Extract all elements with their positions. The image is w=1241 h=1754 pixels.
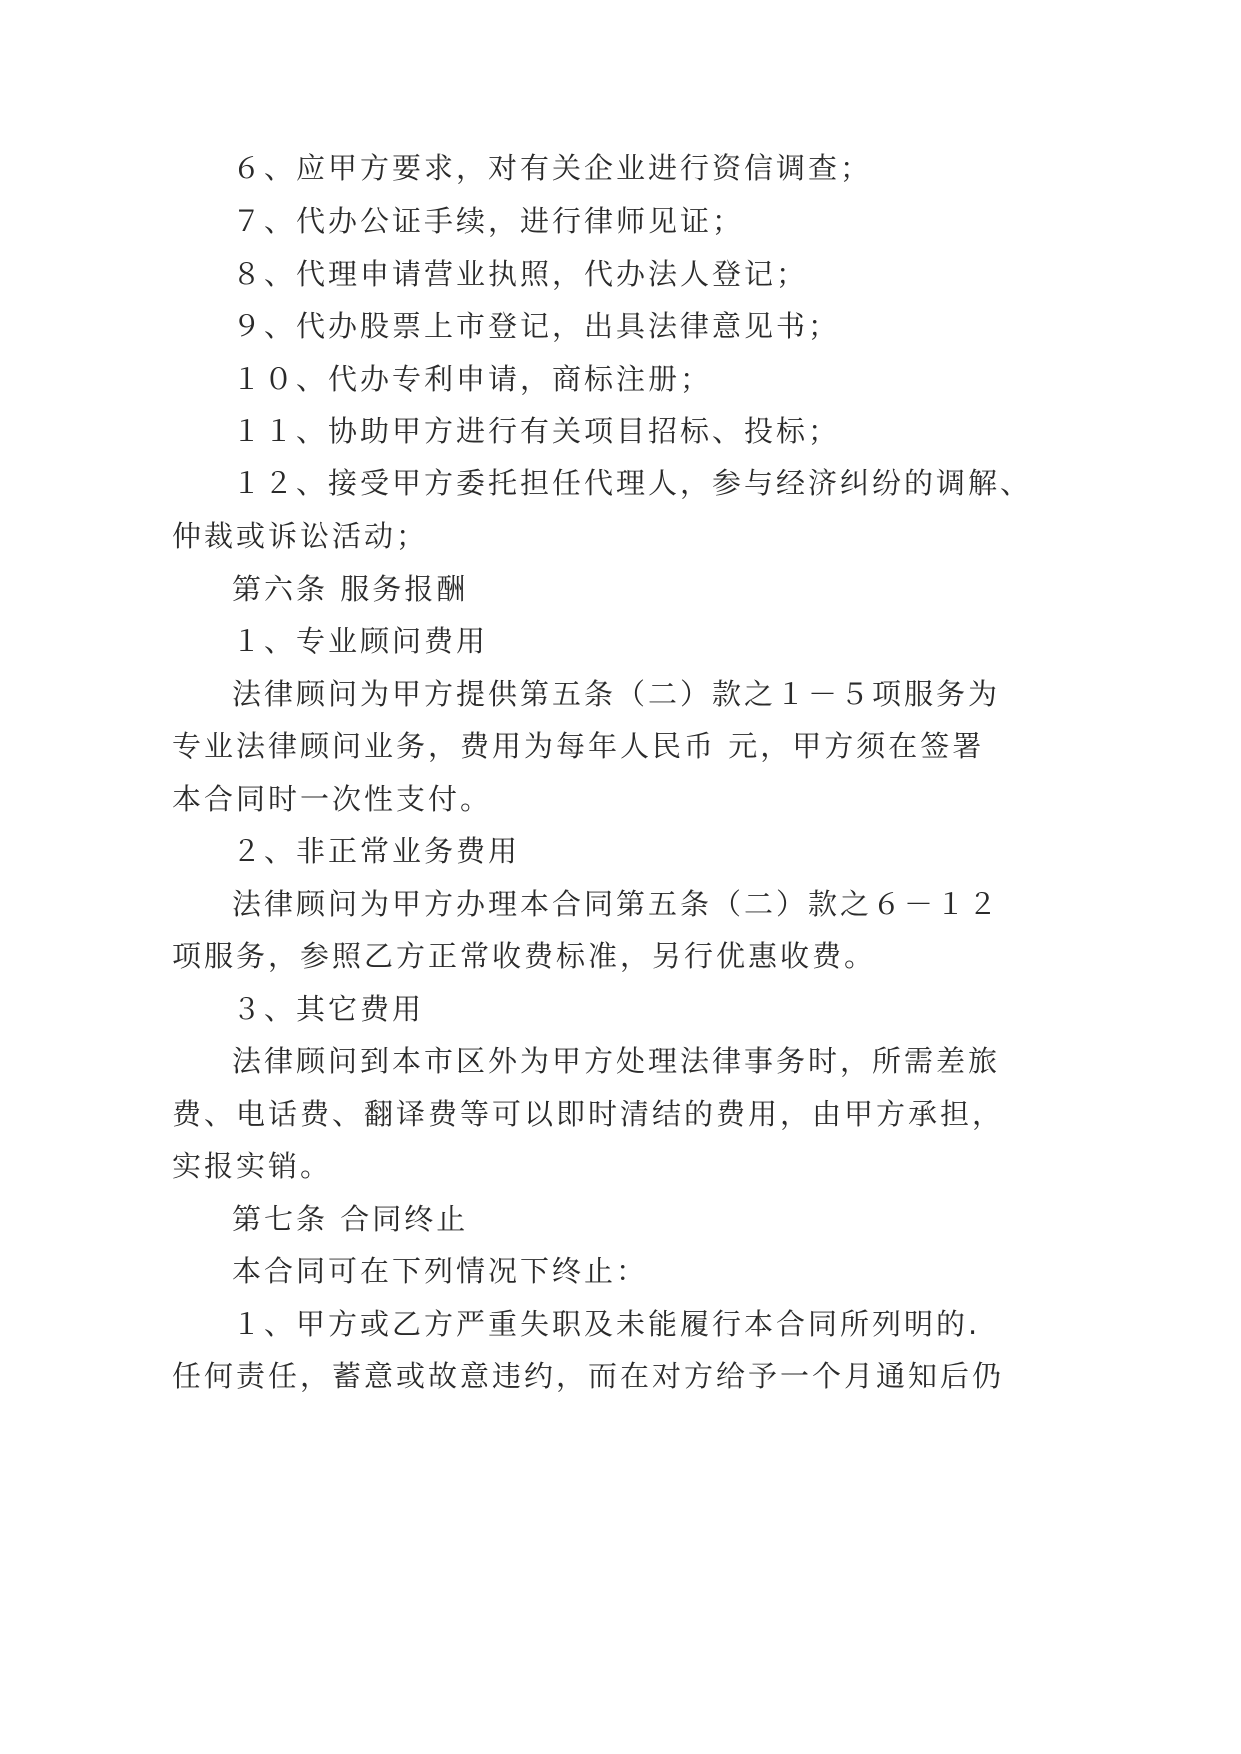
paragraph-line: 本合同可在下列情况下终止： <box>232 1254 649 1288</box>
section-heading-article-7: 第七条 合同终止 <box>232 1202 469 1236</box>
subheading-other-fee: ３、其它费用 <box>232 992 425 1026</box>
paragraph-line: 实报实销。 <box>172 1149 333 1183</box>
list-item-termination-1: １、甲方或乙方严重失职及未能履行本合同所列明的. <box>232 1307 981 1341</box>
list-item-11: １１、协助甲方进行有关项目招标、投标； <box>232 414 841 448</box>
paragraph-continuation: 仲裁或诉讼活动； <box>172 519 429 553</box>
subheading-consulting-fee: １、专业顾问费用 <box>232 624 489 658</box>
list-item-10: １０、代办专利申请，商标注册； <box>232 362 713 396</box>
list-item-9: ９、代办股票上市登记，出具法律意见书； <box>232 309 841 343</box>
paragraph-line: 项服务，参照乙方正常收费标准，另行优惠收费。 <box>172 939 877 973</box>
paragraph-line: 费、电话费、翻译费等可以即时清结的费用，由甲方承担， <box>172 1097 1005 1131</box>
subheading-extra-fee: ２、非正常业务费用 <box>232 834 521 868</box>
section-heading-article-6: 第六条 服务报酬 <box>232 572 469 606</box>
paragraph-line: 本合同时一次性支付。 <box>172 782 493 816</box>
list-item-6: ６、应甲方要求，对有关企业进行资信调查； <box>232 151 873 185</box>
list-item-12: １２、接受甲方委托担任代理人，参与经济纠纷的调解、 <box>232 466 1033 500</box>
paragraph-line: 法律顾问为甲方提供第五条（二）款之１－５项服务为 <box>232 677 1001 711</box>
list-item-8: ８、代理申请营业执照，代办法人登记； <box>232 257 809 291</box>
paragraph-line: 法律顾问为甲方办理本合同第五条（二）款之６－１２ <box>232 887 1001 921</box>
list-item-7: ７、代办公证手续，进行律师见证； <box>232 204 745 238</box>
paragraph-line: 专业法律顾问业务，费用为每年人民币 元，甲方须在签署 <box>172 729 985 763</box>
paragraph-line: 法律顾问到本市区外为甲方处理法律事务时，所需差旅 <box>232 1044 1001 1078</box>
paragraph-line: 任何责任，蓄意或故意违约，而在对方给予一个月通知后仍 <box>172 1359 1005 1393</box>
